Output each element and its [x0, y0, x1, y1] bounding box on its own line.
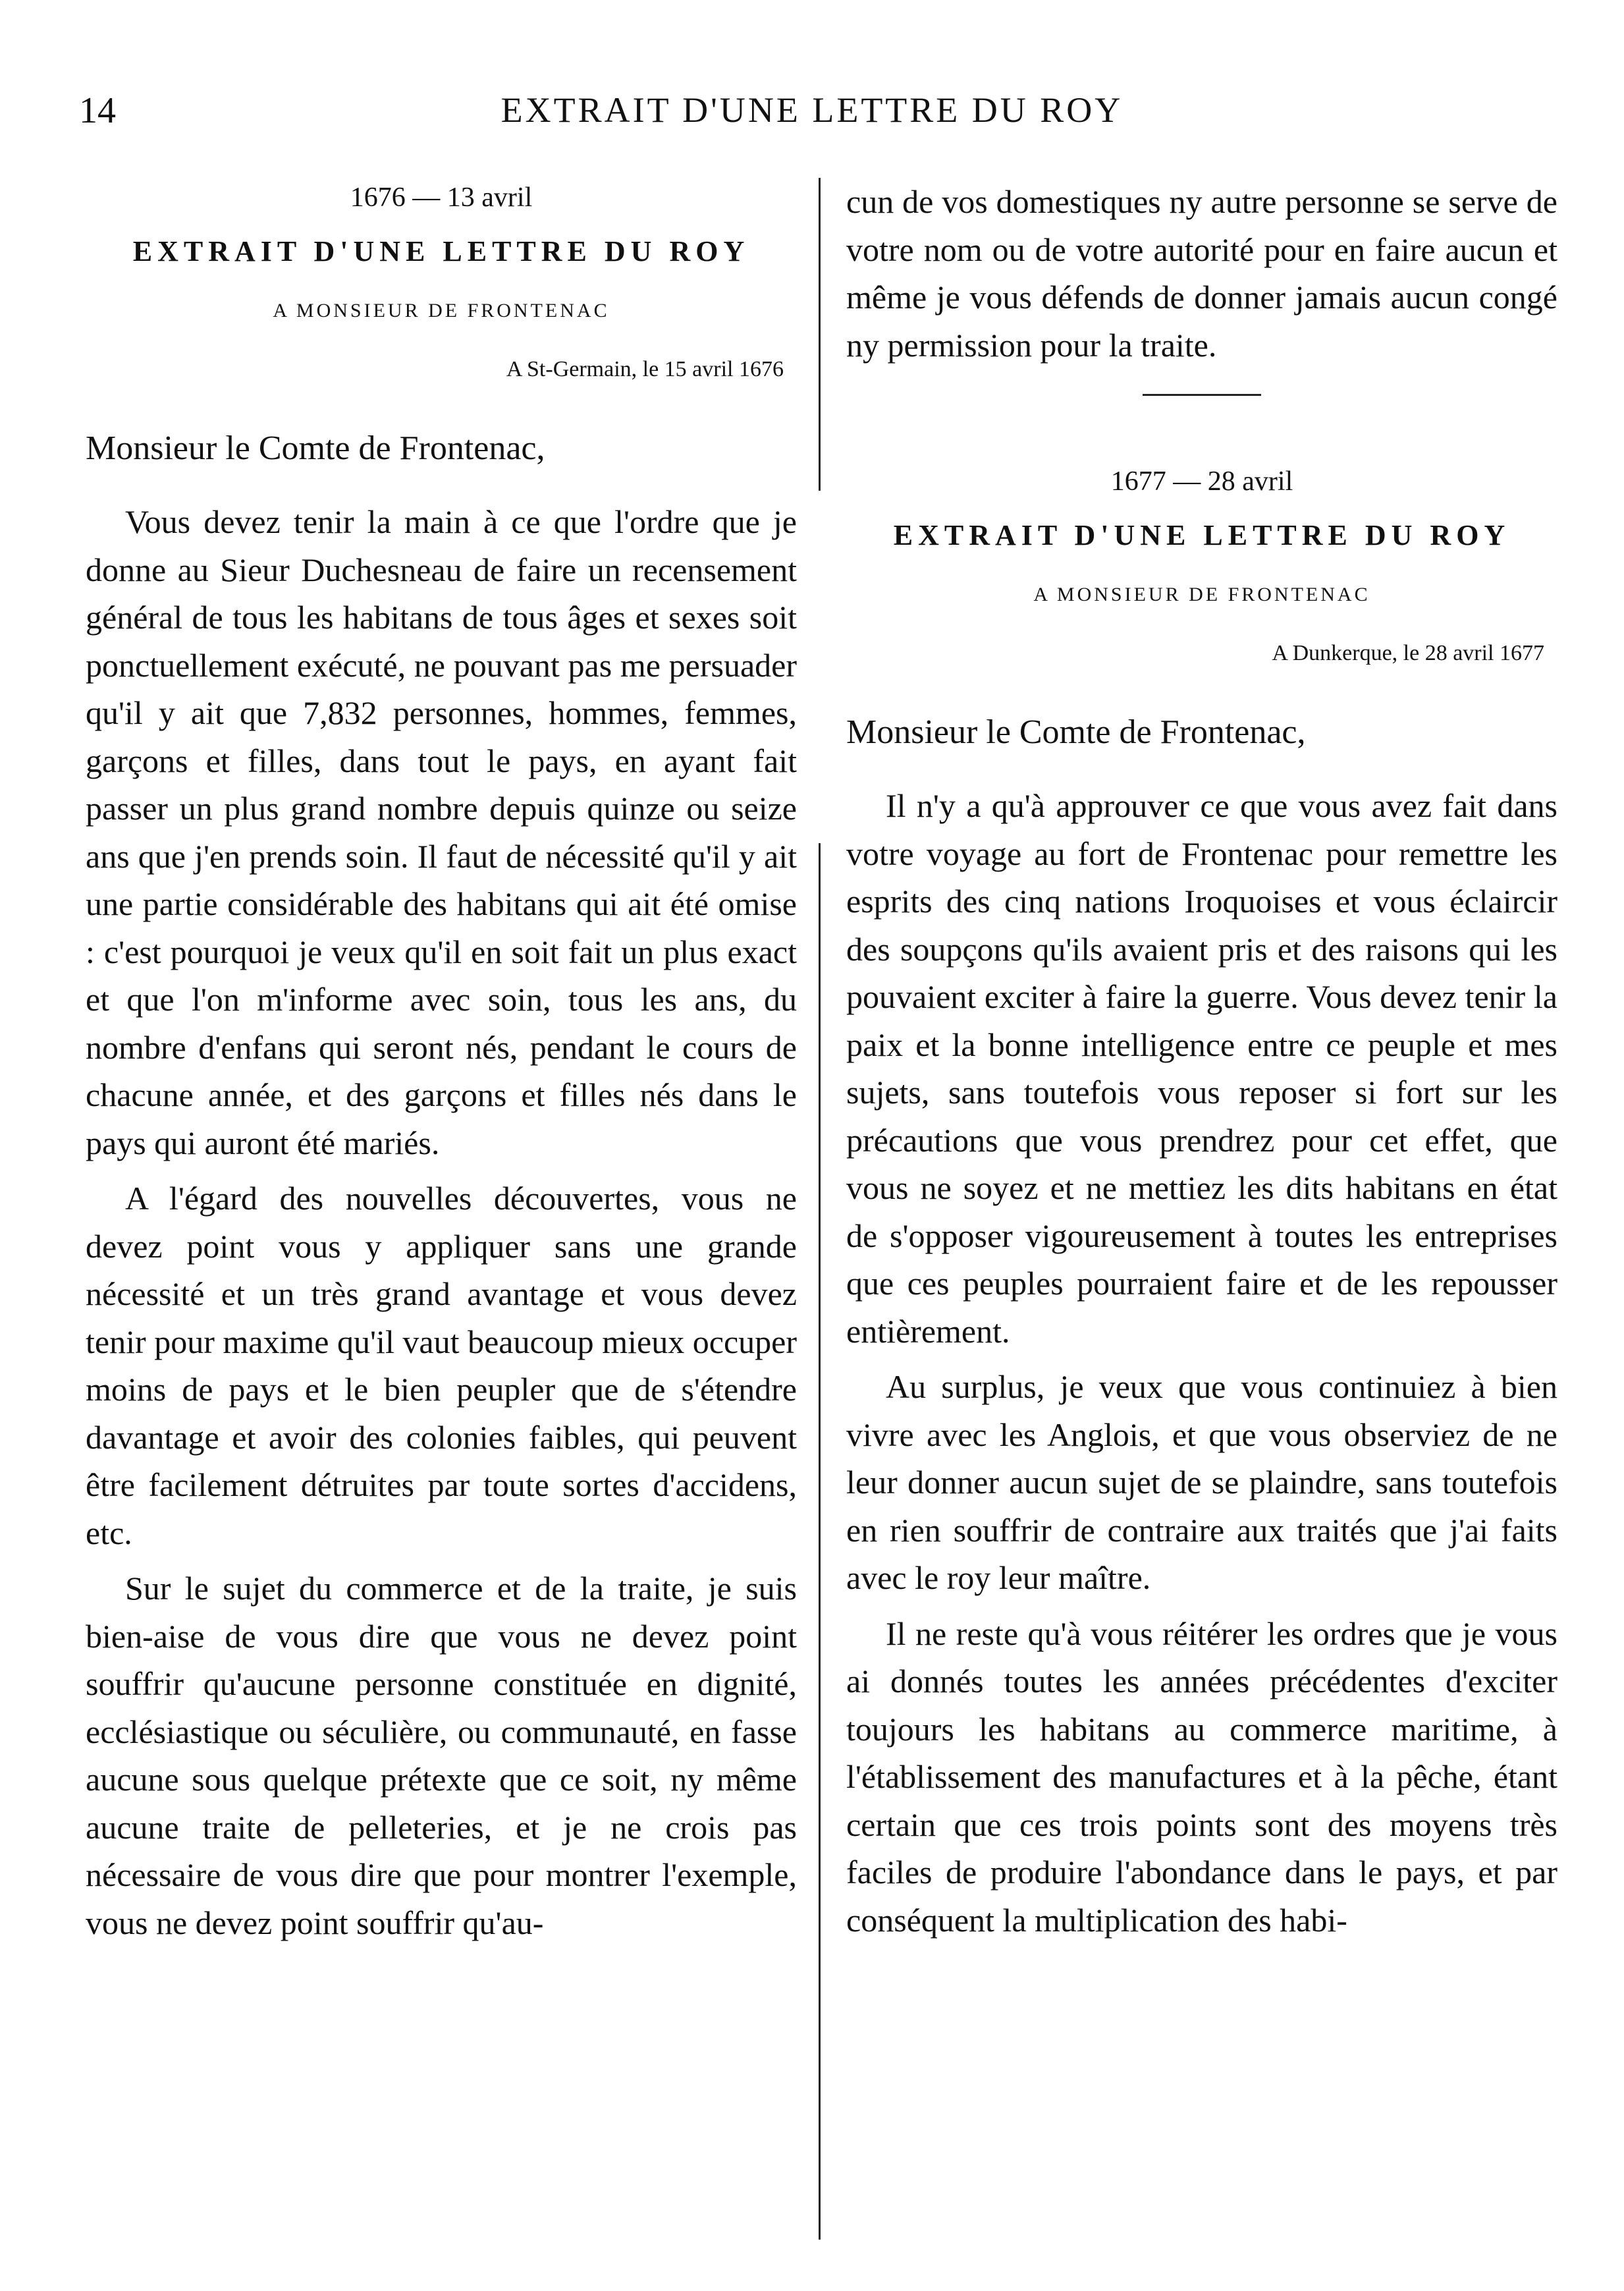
letter1-continuation: cun de vos domestiques ny autre personne se serve de votre nom ou de votre autorité pour en faire aucun et même je vous défends de donner jamais aucun congé ny permission pour la traite. [846, 183, 1557, 364]
letter2-paragraph: Il n'y a qu'à approuver ce que vous avez fait dans votre voyage au fort de Frontenac pour remettre les esprits des cinq nations Iroquoises et vous éclaircir des soupçons qu'ils avaient pris et des raisons qui les pouvaient exciter à faire la guerre. Vous devez tenir la paix et la bonne intelligence entre ce peuple et mes sujets, sans toutefois vous reposer si fort sur les précautions que vous prendrez pour cet effet, que vous ne soyez et ne mettiez les dits habitans en état de s'opposer vigoureusement à toutes les entreprises que ces peuples pourraient faire et de les repousser entièrement. [846, 787, 1557, 1350]
letter1-paragraph: A l'égard des nouvelles découvertes, vous ne devez point vous y appliquer sans une grande nécessité et un très grand avantage et vous devez tenir pour maxime qu'il vaut beaucoup mieux occuper moins de pays et le bien peupler que de s'étendre davantage et avoir des colonies faibles, qui peuvent être facilement détruites par toute sortes d'accidens, etc. [86, 1180, 797, 1551]
column-divider-top [819, 178, 821, 491]
column-divider-bottom [819, 843, 821, 2240]
left-column [86, 178, 797, 1954]
letter2-place-date: A Dunkerque, le 28 avril 1677 [1272, 641, 1544, 665]
section-separator [1143, 394, 1261, 396]
running-head: EXTRAIT D'UNE LETTRE DU ROY [501, 90, 1123, 130]
right-column [846, 178, 1557, 1952]
letter1-salutation: Monsieur le Comte de Frontenac, [86, 429, 545, 467]
page-number: 14 [79, 90, 116, 131]
letter1-paragraph: Sur le sujet du commerce et de la traite, je suis bien-aise de vous dire que vous ne devez point souffrir qu'aucune personne constituée en dignité, ecclésiastique ou séculière, ou communauté, en fasse aucune sous quelque prétexte que ce soit, ny même aucune traite de pelleteries, et je ne crois pas nécessaire de vous dire que pour montrer l'exemple, vous ne devez point souffrir qu'au- [86, 1570, 797, 1941]
letter1-paragraph: Vous devez tenir la main à ce que l'ordre que je donne au Sieur Duchesneau de faire un recensement général de tous les habitans de tous âges et sexes soit ponctuellement exécuté, ne pouvant pas me persuader qu'il y ait que 7,832 personnes, hommes, femmes, garçons et filles, dans tout le pays, en ayant fait passer un plus grand nombre depuis quinze ou seize ans que j'en prends soin. Il faut de nécessité qu'il y ait une partie considérable des habitans qui ait été omise : c'est pourquoi je veux qu'il en soit fait un plus exact et que l'on m'informe avec soin, tous les ans, du nombre d'enfans qui seront nés, pendant le cours de chacune année, et des garçons et filles nés dans le pays qui auront été mariés. [86, 503, 797, 1161]
letter1-addressee: A MONSIEUR DE FRONTENAC [273, 300, 610, 321]
letter1-date: 1676 — 13 avril [350, 182, 533, 213]
letter2-paragraph: Au surplus, je veux que vous continuiez à bien vivre avec les Anglois, et que vous observiez de ne leur donner aucun sujet de se plaindre, sans toutefois en rien souffrir de contraire aux traités que j'ai faits avec le roy leur maître. [846, 1368, 1557, 1596]
letter1-place-date: A St-Germain, le 15 avril 1676 [506, 357, 784, 381]
letter1-title: EXTRAIT D'UNE LETTRE DU ROY [132, 235, 750, 267]
letter2-salutation: Monsieur le Comte de Frontenac, [846, 713, 1306, 751]
letter2-addressee: A MONSIEUR DE FRONTENAC [1033, 584, 1370, 605]
letter2-title: EXTRAIT D'UNE LETTRE DU ROY [893, 519, 1511, 551]
letter2-paragraph: Il ne reste qu'à vous réitérer les ordres que je vous ai donnés toutes les années précédentes d'exciter toujours les habitans au commerce maritime, à l'établissement des manufactures et à la pêche, étant certain que ces trois points sont des moyens très faciles de produire l'abondance dans le pays, et par conséquent la multiplication des habi- [846, 1615, 1557, 1939]
letter2-date: 1677 — 28 avril [1110, 466, 1293, 497]
